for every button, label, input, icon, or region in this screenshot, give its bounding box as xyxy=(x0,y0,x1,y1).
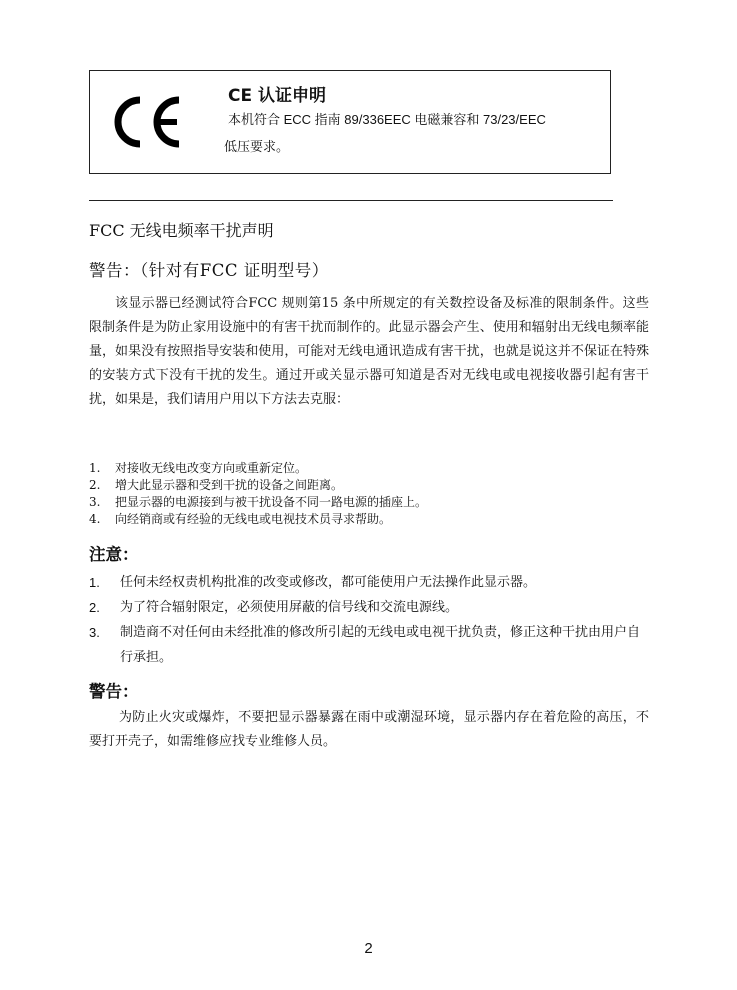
ce-text-line2: 低压要求。 xyxy=(224,140,290,155)
list-item xyxy=(89,595,649,620)
list-item-number: 2. xyxy=(89,478,101,492)
list-item-number: 1. xyxy=(89,575,100,590)
ce-statement-box xyxy=(89,70,611,174)
list-item xyxy=(89,570,649,595)
list-item-text: 对接收无线电改变方向或重新定位。 xyxy=(115,461,308,475)
notice-heading: 注意： xyxy=(89,545,139,564)
list-item xyxy=(89,511,649,528)
list-item xyxy=(89,620,649,670)
warning-paragraph: 为防止火灾或爆炸，不要把显示器暴露在雨中或潮湿环境，显示器内存在着危险的高压，不要打开壳子，如需维修应找专业维修人员。 xyxy=(89,710,649,749)
list-item-text: 任何未经权责机构批准的改变或修改，都可能使用户无法操作此显示器。 xyxy=(120,575,537,590)
list-item-number: 3. xyxy=(89,625,100,640)
list-item xyxy=(89,477,649,494)
list-item-number: 4. xyxy=(89,512,101,526)
list-item-text: 增大此显示器和受到干扰的设备之间距离。 xyxy=(115,478,344,492)
section-divider xyxy=(89,200,613,201)
list-item-text: 制造商不对任何由未经批准的修改所引起的无线电或电视干扰负责，修正这种干扰由用户自行承担。 xyxy=(120,625,641,665)
list-item xyxy=(89,494,649,511)
list-item-number: 2. xyxy=(89,600,100,615)
page-number: 2 xyxy=(364,940,373,957)
list-item-number: 1. xyxy=(89,461,101,475)
ce-mark-logo xyxy=(106,91,186,153)
list-item-text: 向经销商或有经验的无线电或电视技术员寻求帮助。 xyxy=(115,512,392,526)
fcc-title: FCC 无线电频率干扰声明 xyxy=(89,221,274,240)
fcc-warning-subtitle: 警告：（针对有FCC 证明型号） xyxy=(89,261,329,280)
fcc-paragraph: 该显示器已经测试符合FCC 规则第15 条中所规定的有关数控设备及标准的限制条件。这些限制条件是为防止家用设施中的有害干扰而制作的。此显示器会产生、使用和辐射出无线电频率能量，如果没有按照指导安装和使用，可能对无线电通讯造成有害干扰，也就是说这并不保证在特殊的安装方式下没有干扰的发生。通过开或关显示器可知道是否对无线电或电视接收器引起有害干扰，如果是，我们请用户用以下方法去克服： xyxy=(89,296,649,407)
ce-text-line1: 本机符合 ECC 指南 89/336EEC 电磁兼容和 73/23/EEC xyxy=(228,112,546,127)
list-item-text: 为了符合辐射限定，必须使用屏蔽的信号线和交流电源线。 xyxy=(120,600,459,615)
ce-title: CE 认证申明 xyxy=(228,86,327,106)
list-item xyxy=(89,460,649,477)
notice-list xyxy=(89,570,649,670)
warning-heading: 警告： xyxy=(89,682,139,701)
list-item-text: 把显示器的电源接到与被干扰设备不同一路电源的插座上。 xyxy=(115,495,428,509)
fcc-steps-list xyxy=(89,460,649,528)
list-item-number: 3. xyxy=(89,495,101,509)
